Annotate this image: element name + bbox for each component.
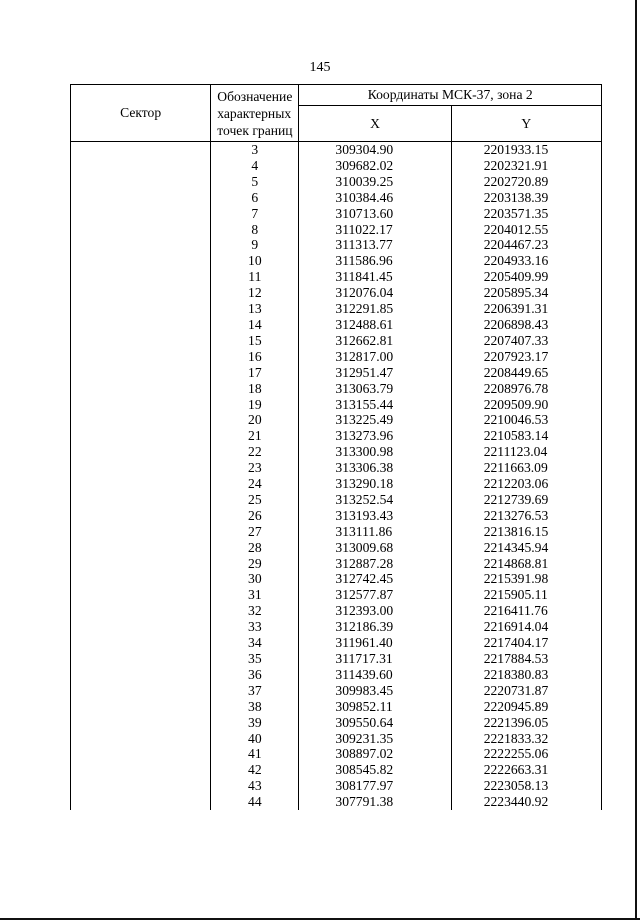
point-cell: 14 — [211, 317, 299, 333]
point-cell: 39 — [211, 715, 299, 731]
x-cell: 311586.96 — [299, 253, 451, 269]
table-row — [71, 444, 602, 460]
header-point-line-3: точек границ — [217, 122, 293, 138]
point-cell: 8 — [211, 222, 299, 238]
sector-cell — [71, 746, 211, 762]
table-row — [71, 746, 602, 762]
point-cell: 15 — [211, 333, 299, 349]
point-cell: 33 — [211, 619, 299, 635]
table-row — [71, 412, 602, 428]
table-row — [71, 778, 602, 794]
sector-cell — [71, 794, 211, 810]
y-cell: 2217404.17 — [451, 635, 601, 651]
y-cell: 2213816.15 — [451, 524, 601, 540]
y-cell: 2206391.31 — [451, 301, 601, 317]
x-cell: 312887.28 — [299, 556, 451, 572]
table-row — [71, 174, 602, 190]
sector-cell — [71, 476, 211, 492]
y-cell: 2216411.76 — [451, 603, 601, 619]
x-cell: 312662.81 — [299, 333, 451, 349]
sector-cell — [71, 603, 211, 619]
x-cell: 313273.96 — [299, 428, 451, 444]
y-cell: 2218380.83 — [451, 667, 601, 683]
x-cell: 309231.35 — [299, 731, 451, 747]
x-cell: 312742.45 — [299, 571, 451, 587]
sector-cell — [71, 206, 211, 222]
sector-cell — [71, 508, 211, 524]
y-cell: 2211663.09 — [451, 460, 601, 476]
x-cell: 313193.43 — [299, 508, 451, 524]
table-row — [71, 142, 602, 158]
y-cell: 2222663.31 — [451, 762, 601, 778]
y-cell: 2222255.06 — [451, 746, 601, 762]
point-cell: 24 — [211, 476, 299, 492]
table-row — [71, 381, 602, 397]
x-cell: 311961.40 — [299, 635, 451, 651]
x-cell: 313155.44 — [299, 397, 451, 413]
y-cell: 2217884.53 — [451, 651, 601, 667]
sector-cell — [71, 524, 211, 540]
x-cell: 313009.68 — [299, 540, 451, 556]
y-cell: 2204012.55 — [451, 222, 601, 238]
point-cell: 9 — [211, 237, 299, 253]
y-cell: 2208976.78 — [451, 381, 601, 397]
sector-cell — [71, 571, 211, 587]
y-cell: 2216914.04 — [451, 619, 601, 635]
x-cell: 311022.17 — [299, 222, 451, 238]
sector-cell — [71, 715, 211, 731]
x-cell: 312817.00 — [299, 349, 451, 365]
sector-cell — [71, 762, 211, 778]
x-cell: 309983.45 — [299, 683, 451, 699]
x-cell: 307791.38 — [299, 794, 451, 810]
table-row — [71, 571, 602, 587]
point-cell: 44 — [211, 794, 299, 810]
scan-edge-right — [635, 0, 637, 920]
sector-cell — [71, 412, 211, 428]
table-row — [71, 460, 602, 476]
x-cell: 313306.38 — [299, 460, 451, 476]
y-cell: 2210046.53 — [451, 412, 601, 428]
x-cell: 312488.61 — [299, 317, 451, 333]
point-cell: 13 — [211, 301, 299, 317]
x-cell: 309682.02 — [299, 158, 451, 174]
point-cell: 11 — [211, 269, 299, 285]
sector-cell — [71, 349, 211, 365]
sector-cell — [71, 699, 211, 715]
y-cell: 2207923.17 — [451, 349, 601, 365]
point-cell: 6 — [211, 190, 299, 206]
sector-cell — [71, 253, 211, 269]
sector-cell — [71, 285, 211, 301]
sector-cell — [71, 651, 211, 667]
y-cell: 2215905.11 — [451, 587, 601, 603]
y-cell: 2214868.81 — [451, 556, 601, 572]
table-body — [71, 142, 602, 811]
point-cell: 43 — [211, 778, 299, 794]
table-row — [71, 540, 602, 556]
y-cell: 2205409.99 — [451, 269, 601, 285]
table-row — [71, 794, 602, 810]
y-cell: 2221396.05 — [451, 715, 601, 731]
table-row — [71, 635, 602, 651]
x-cell: 311717.31 — [299, 651, 451, 667]
table-row — [71, 428, 602, 444]
point-cell: 42 — [211, 762, 299, 778]
table-row — [71, 253, 602, 269]
page-number: 145 — [309, 60, 331, 75]
y-cell: 2223440.92 — [451, 794, 601, 810]
x-cell: 309852.11 — [299, 699, 451, 715]
sector-cell — [71, 731, 211, 747]
x-cell: 312076.04 — [299, 285, 451, 301]
x-cell: 310713.60 — [299, 206, 451, 222]
coordinates-table — [70, 84, 602, 810]
y-cell: 2201933.15 — [451, 142, 601, 158]
sector-cell — [71, 619, 211, 635]
y-cell: 2203138.39 — [451, 190, 601, 206]
point-cell: 27 — [211, 524, 299, 540]
table-row — [71, 699, 602, 715]
point-cell: 25 — [211, 492, 299, 508]
table-row — [71, 619, 602, 635]
y-cell: 2214345.94 — [451, 540, 601, 556]
table-row — [71, 317, 602, 333]
table-row — [71, 269, 602, 285]
y-cell: 2209509.90 — [451, 397, 601, 413]
point-cell: 10 — [211, 253, 299, 269]
point-cell: 22 — [211, 444, 299, 460]
sector-cell — [71, 381, 211, 397]
point-cell: 26 — [211, 508, 299, 524]
y-cell: 2202321.91 — [451, 158, 601, 174]
y-cell: 2203571.35 — [451, 206, 601, 222]
x-cell: 312393.00 — [299, 603, 451, 619]
table-row — [71, 651, 602, 667]
x-cell: 311841.45 — [299, 269, 451, 285]
sector-cell — [71, 540, 211, 556]
point-cell: 36 — [211, 667, 299, 683]
point-cell: 18 — [211, 381, 299, 397]
x-cell: 308897.02 — [299, 746, 451, 762]
table-row — [71, 476, 602, 492]
y-cell: 2212739.69 — [451, 492, 601, 508]
x-cell: 313225.49 — [299, 412, 451, 428]
table-row — [71, 587, 602, 603]
sector-cell — [71, 174, 211, 190]
sector-cell — [71, 190, 211, 206]
point-cell: 38 — [211, 699, 299, 715]
sector-cell — [71, 269, 211, 285]
sector-cell — [71, 317, 211, 333]
point-cell: 23 — [211, 460, 299, 476]
x-cell: 313111.86 — [299, 524, 451, 540]
header-point-designation — [211, 85, 299, 142]
header-point-line-2: характерных — [217, 105, 292, 121]
y-cell: 2204467.23 — [451, 237, 601, 253]
header-coordinates: Координаты МСК-37, зона 2 — [299, 85, 602, 106]
x-cell: 312951.47 — [299, 365, 451, 381]
point-cell: 37 — [211, 683, 299, 699]
y-cell: 2220731.87 — [451, 683, 601, 699]
point-cell: 5 — [211, 174, 299, 190]
sector-cell — [71, 492, 211, 508]
x-cell: 313300.98 — [299, 444, 451, 460]
table-header — [71, 85, 602, 142]
sector-cell — [71, 683, 211, 699]
header-point-line-1: Обозначение — [217, 88, 293, 104]
table-row — [71, 158, 602, 174]
point-cell: 20 — [211, 412, 299, 428]
x-cell: 313290.18 — [299, 476, 451, 492]
point-cell: 31 — [211, 587, 299, 603]
point-cell: 29 — [211, 556, 299, 572]
x-cell: 311313.77 — [299, 237, 451, 253]
x-cell: 312291.85 — [299, 301, 451, 317]
table-row — [71, 556, 602, 572]
point-cell: 35 — [211, 651, 299, 667]
y-cell: 2211123.04 — [451, 444, 601, 460]
y-cell: 2205895.34 — [451, 285, 601, 301]
sector-cell — [71, 556, 211, 572]
sector-cell — [71, 397, 211, 413]
sector-cell — [71, 142, 211, 158]
table-row — [71, 731, 602, 747]
point-cell: 34 — [211, 635, 299, 651]
sector-cell — [71, 365, 211, 381]
table-row — [71, 333, 602, 349]
table-row — [71, 190, 602, 206]
sector-cell — [71, 237, 211, 253]
y-cell: 2223058.13 — [451, 778, 601, 794]
table-row — [71, 492, 602, 508]
x-cell: 309550.64 — [299, 715, 451, 731]
point-cell: 19 — [211, 397, 299, 413]
table-row — [71, 524, 602, 540]
table-row — [71, 206, 602, 222]
y-cell: 2213276.53 — [451, 508, 601, 524]
y-cell: 2208449.65 — [451, 365, 601, 381]
table-row — [71, 365, 602, 381]
header-y: Y — [451, 106, 601, 142]
point-cell: 30 — [211, 571, 299, 587]
header-x: X — [299, 106, 451, 142]
y-cell: 2215391.98 — [451, 571, 601, 587]
y-cell: 2210583.14 — [451, 428, 601, 444]
x-cell: 313063.79 — [299, 381, 451, 397]
point-cell: 17 — [211, 365, 299, 381]
x-cell: 312577.87 — [299, 587, 451, 603]
sector-cell — [71, 333, 211, 349]
table-row — [71, 683, 602, 699]
sector-cell — [71, 778, 211, 794]
table-row — [71, 222, 602, 238]
x-cell: 311439.60 — [299, 667, 451, 683]
x-cell: 313252.54 — [299, 492, 451, 508]
sector-cell — [71, 444, 211, 460]
x-cell: 312186.39 — [299, 619, 451, 635]
point-cell: 3 — [211, 142, 299, 158]
x-cell: 308545.82 — [299, 762, 451, 778]
sector-cell — [71, 587, 211, 603]
point-cell: 41 — [211, 746, 299, 762]
table-row — [71, 349, 602, 365]
point-cell: 4 — [211, 158, 299, 174]
x-cell: 309304.90 — [299, 142, 451, 158]
sector-cell — [71, 460, 211, 476]
x-cell: 310039.25 — [299, 174, 451, 190]
y-cell: 2212203.06 — [451, 476, 601, 492]
point-cell: 28 — [211, 540, 299, 556]
table-row — [71, 508, 602, 524]
sector-cell — [71, 635, 211, 651]
y-cell: 2207407.33 — [451, 333, 601, 349]
sector-cell — [71, 428, 211, 444]
point-cell: 16 — [211, 349, 299, 365]
table-row — [71, 237, 602, 253]
y-cell: 2221833.32 — [451, 731, 601, 747]
x-cell: 308177.97 — [299, 778, 451, 794]
point-cell: 21 — [211, 428, 299, 444]
sector-cell — [71, 301, 211, 317]
y-cell: 2204933.16 — [451, 253, 601, 269]
y-cell: 2202720.89 — [451, 174, 601, 190]
y-cell: 2206898.43 — [451, 317, 601, 333]
point-cell: 12 — [211, 285, 299, 301]
table-row — [71, 301, 602, 317]
table-row — [71, 667, 602, 683]
header-sector: Сектор — [71, 85, 211, 142]
point-cell: 7 — [211, 206, 299, 222]
point-cell: 40 — [211, 731, 299, 747]
sector-cell — [71, 667, 211, 683]
point-cell: 32 — [211, 603, 299, 619]
x-cell: 310384.46 — [299, 190, 451, 206]
table-row — [71, 285, 602, 301]
table-row — [71, 397, 602, 413]
sector-cell — [71, 222, 211, 238]
table-row — [71, 603, 602, 619]
y-cell: 2220945.89 — [451, 699, 601, 715]
table-row — [71, 715, 602, 731]
sector-cell — [71, 158, 211, 174]
table-row — [71, 762, 602, 778]
